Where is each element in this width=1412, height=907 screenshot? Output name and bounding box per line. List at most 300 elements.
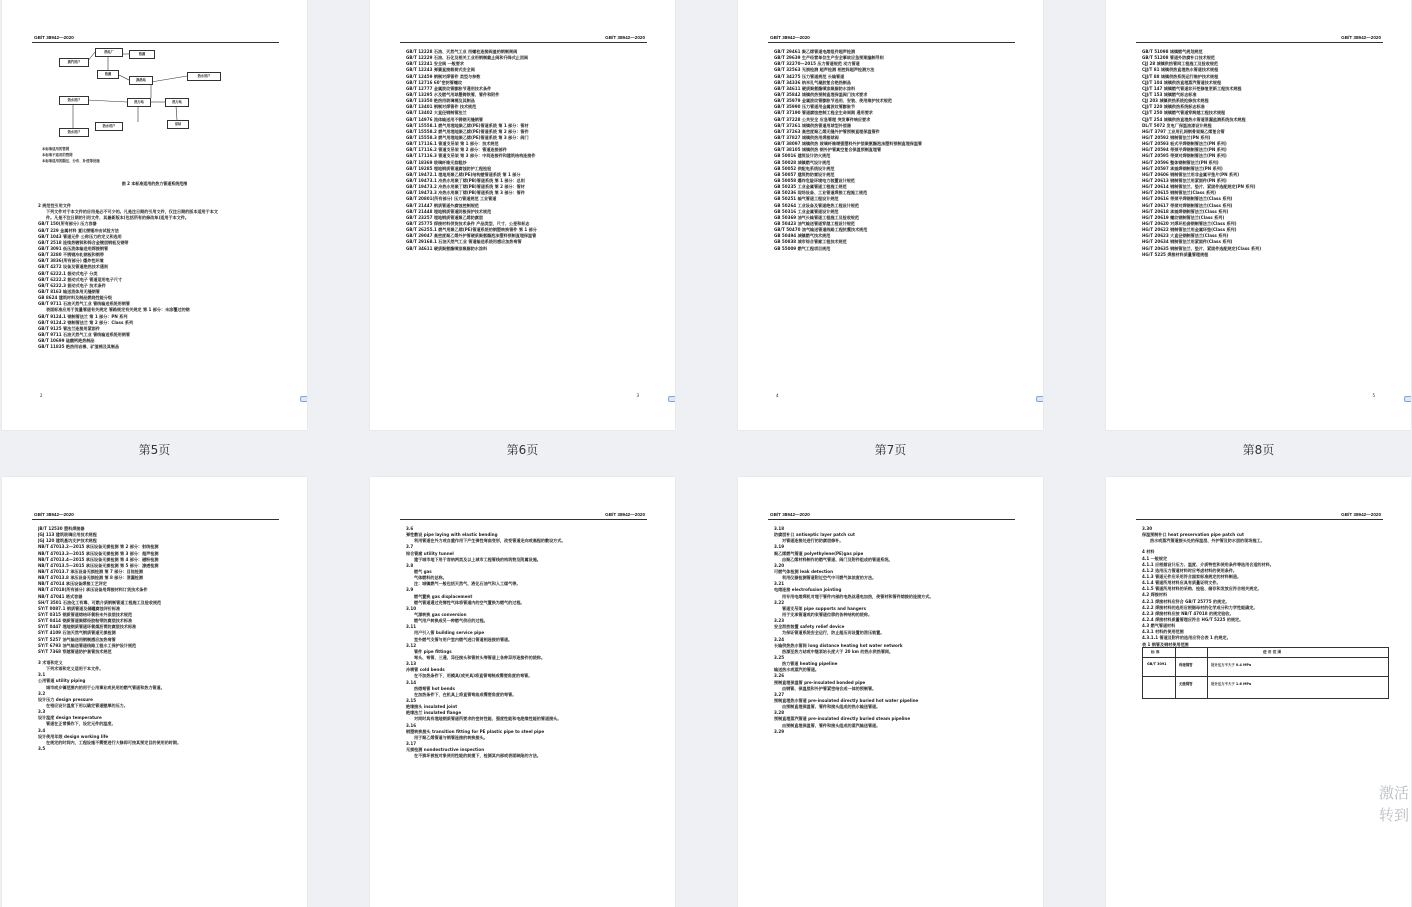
text-line: 3.22 <box>774 599 785 605</box>
text-line: GB/T 20801(所有部分) 压力管道规范 工业管道 <box>406 196 497 202</box>
text-line: 用户引入管 building service pipe <box>414 630 485 636</box>
text-line: GB/T 19285 埋地钢质管道腐蚀防护工程检验 <box>406 165 492 171</box>
table-rule <box>1143 657 1388 658</box>
text-line: 弯头、弯管、三通、异径接头和管封头等管道上各种异形连接件的统称。 <box>414 654 545 660</box>
text-line: HG/T 20592 钢制管法兰(PN 系列) <box>1142 134 1211 140</box>
text-line: GB/T 37261 城镇供热管道用球型补偿器 <box>774 122 851 128</box>
text-line: GB/T 15558.3 燃气用埋地聚乙烯(PE)管道系统 第 3 部分：阀门 <box>406 134 529 140</box>
text-line: GB 50028 城镇燃气设计规范 <box>774 159 831 165</box>
text-line: GB/T 19473.1 冷热水用聚丁烯(PB)管道系统 第 1 部分：总则 <box>406 177 525 183</box>
text-line: 综合管廊 utility tunnel <box>406 550 454 556</box>
document-page[interactable] <box>2 477 307 907</box>
text-line: 3.20 <box>774 562 785 568</box>
document-page[interactable] <box>1106 0 1411 430</box>
text-line: JB/T 12530 塑料焊接器 <box>38 526 85 531</box>
table-header: 使 用 范 围 <box>1263 649 1282 654</box>
text-line: GB/T 17116.3 管道支吊架 第 3 部分：中间连接件和建筑结构连接件 <box>406 153 536 159</box>
text-line: SY/T 0087.1 钢质管道及储罐腐蚀评价标准 <box>38 605 121 611</box>
text-line: GB/T 51208 管道外防腐补口技术规范 <box>1142 55 1215 61</box>
text-line: 燃气 gas <box>414 568 432 574</box>
table-cell: GB/T 3091 <box>1147 661 1167 666</box>
data-table <box>1142 647 1389 699</box>
text-line: CJJ/T 250 城镇燃气管道穿跨越工程技术规程 <box>1142 110 1226 116</box>
legend-item: 本标准适用的隔压、分布、补偿等设施 <box>42 159 100 163</box>
text-line: 管件 pipe fittings <box>414 648 452 654</box>
legend-item: 本标准不适用的管网 <box>42 153 73 157</box>
page-header: GB/T 38942—2020 <box>1341 512 1381 517</box>
text-line: 3.21 <box>774 581 785 587</box>
text-line: 3.9 <box>406 587 414 593</box>
page-text <box>406 49 644 252</box>
text-line: 气体燃料的总称。 <box>414 575 447 581</box>
text-line: CJJ/T 254 城镇供热直埋热水管道泄漏监测系统技术规程 <box>1142 116 1246 122</box>
text-line: GB/T 15558.1 燃气用埋地聚乙烯(PE)管道系统 第 1 部分：管材 <box>406 122 529 128</box>
text-line: GB 50316 工业金属管道设计规范 <box>774 208 839 214</box>
text-line: GB/T 29168.1 石油天然气工业 管道输送系统用感应加热弯管 <box>406 239 522 245</box>
text-line: GB/T 15558.2 燃气用埋地聚乙烯(PE)管道系统 第 2 部分：管件 <box>406 128 529 134</box>
text-line: 3 术语和定义 <box>38 659 63 665</box>
text-line: 2 规范性引用文件 <box>38 203 71 208</box>
page-label[interactable]: 第8页 <box>1242 443 1275 457</box>
text-line: GB/T 3836(所有部分) 爆炸性环境 <box>38 258 104 264</box>
text-line: SH/T 3501 石油化工有毒、可燃介质钢制管道工程施工及验收规范 <box>38 599 162 605</box>
text-line: GB/T 51098 城镇燃气规划规范 <box>1142 49 1203 54</box>
document-page[interactable] <box>738 0 1043 430</box>
text-line: 用专用电熔焊机对埋于管件内部的电热丝通电加热，使管材和管件熔接的连接方式。 <box>782 593 934 599</box>
text-line: GB/T 35990 压力管道用金属波纹管膨胀节 <box>774 104 856 110</box>
text-line: 为保证管道系统安全运行，防止超压而设置的泄压装置。 <box>782 630 885 636</box>
text-line: GB/T 9125 管法兰连接用紧固件 <box>38 325 100 331</box>
text-line: 3.16 <box>406 722 417 728</box>
table-rule <box>1175 648 1176 698</box>
text-line: GB/T 34275 压力管道规范 长输管道 <box>774 73 845 79</box>
page-header: GB/T 38942—2020 <box>770 35 810 40</box>
text-line: GB/T 17116.2 管道支吊架 第 2 部分：管道连接部件 <box>406 147 507 153</box>
text-line: GB/T 6222.3 振动式电子 技术条件 <box>38 282 106 288</box>
text-line: 件。凡是不注日期的引用文件，其最新版本(包括所有的修改单)适用于本文件。 <box>46 215 189 221</box>
text-line: 保温预制补口 heat preservation pipe patch cut <box>1142 532 1244 538</box>
page-number: 3 <box>636 393 639 398</box>
text-line: GB/T 3280 不锈钢冷轧钢板和钢带 <box>38 252 104 258</box>
text-line: JGJ 113 建筑玻璃应用技术规程 <box>38 532 97 538</box>
header-rule <box>32 519 279 520</box>
page-corner-marker <box>1036 396 1043 402</box>
text-line: 3.2 <box>38 690 46 696</box>
text-line: 在相应设计温度下用以确定管道壁厚的压力。 <box>46 702 128 708</box>
text-line: GB/T 12777 金属波纹管膨胀节通用技术条件 <box>406 85 492 91</box>
text-line: HG/T 5225 焊接材料质量管理规程 <box>1142 251 1209 257</box>
text-line: 4.3 燃气管道材料 <box>1142 623 1176 629</box>
text-line: 由预制直埋保温管、管件和接头组成的蒸汽输送管道。 <box>782 722 881 728</box>
text-line: 热水或蒸汽管道接头处的保温层、外护管及防水层的现场施工。 <box>1150 538 1265 544</box>
text-line: HG/T 20593 板式平焊钢制管法兰(PN 系列) <box>1142 141 1227 147</box>
text-line: 城市或乡镇范围内的用于公用事业或民用的燃气管道和热力管道。 <box>46 684 165 690</box>
page-text <box>406 526 644 759</box>
text-line: CJJ/T 153 城镇燃气标志标准 <box>1142 91 1197 97</box>
text-line: GB 50052 供配电系统设计规范 <box>774 165 835 171</box>
text-line: 用于支承管道或约束管道位移的各种结构的统称。 <box>782 611 873 617</box>
text-line: 4.1.2 选用压力管道材料时应考虑材料的使用条件。 <box>1142 567 1237 573</box>
system-diagram <box>57 46 227 142</box>
text-line: 在不损坏被检对象使用性能的前提下，检测其内部或表面缺陷的方法。 <box>414 753 541 759</box>
text-line: 4.3.1.1 管道及附件的选用应符合表 1 的规定。 <box>1142 635 1231 641</box>
table-cell: 设计压力不大于 1.6 MPa <box>1211 681 1252 686</box>
text-line: 3.28 <box>774 710 785 716</box>
text-line: CJJ/T 220 城镇供热系统标志标准 <box>1142 104 1205 110</box>
diagram-node: 热水用户 <box>95 122 123 131</box>
text-line: GB/T 34336 纳米孔气凝胶复合绝热制品 <box>774 79 851 85</box>
text-line: GB/T 34611 硬质聚氨酯喷涂聚脲防水涂料 <box>774 85 856 91</box>
text-line: GB/T 38097 城镇供热 玻璃纤维增强塑料外护层聚氨酯泡沫塑料预制直埋保温管 <box>774 141 923 147</box>
text-line: GB/T 9124.1 钢制管法兰 第 1 部分：PN 系列 <box>38 313 128 319</box>
text-line: NB/T 47018(所有部分) 承压设备用焊接材料订货技术条件 <box>38 587 148 593</box>
text-line: GB/T 19473.2 冷热水用聚丁烯(PB)管道系统 第 2 部分：管材 <box>406 184 525 190</box>
text-line: GB 50057 建筑物防雷设计规范 <box>774 171 835 177</box>
text-line: 3.1 <box>38 672 46 678</box>
text-line: SY/T 7368 穿越管道防护套管技术规范 <box>38 648 112 654</box>
text-line: 3.4 <box>38 727 46 733</box>
page-label[interactable]: 第6页 <box>506 443 539 457</box>
table-cell: 无缝钢管 <box>1179 681 1193 686</box>
text-line: HG/T 20620 对焊环松套钢制管法兰(Class 系列) <box>1142 220 1237 226</box>
diagram-node: 热源 <box>129 50 155 59</box>
text-line: 预制直埋热水管道 pre-insulated directly buried hot water pipeline <box>774 697 919 703</box>
text-line: 利用仪器检测管道附近空气中可燃气体浓度的方法。 <box>782 575 877 581</box>
document-page[interactable] <box>370 0 675 430</box>
text-line: SY/T 0414 钢质管道聚烯烃胶粘带防腐层技术标准 <box>38 618 133 624</box>
text-line: GB 50494 城镇燃气技术规范 <box>774 233 831 239</box>
text-line: CJJ 28 城镇供热管网工程施工及验收规范 <box>1142 61 1219 67</box>
text-line: GB/T 8163 输送流体用无缝钢管 <box>38 288 100 294</box>
text-line: 防腐层补口 antiseptic layer patch cut <box>774 532 855 538</box>
text-line: 表面标准应用于流量管道有关规定 管路规定有关规定 第 1 部分：未涂覆过的钢 <box>46 307 190 313</box>
text-line: GB/T 12228 石油、天然气工业 用螺柱连接阀盖的钢制闸阀 <box>406 49 518 54</box>
text-line: 燃气置换 gas displacement <box>414 593 473 599</box>
text-line: GB/T 2518 连续热镀锌和锌合金镀层钢板及钢带 <box>38 239 129 245</box>
document-page[interactable] <box>738 477 1043 907</box>
table-header: 标 准 <box>1151 649 1160 654</box>
text-line: 3.27 <box>774 691 785 697</box>
text-line: 可燃气体检测 leak detection <box>774 568 834 574</box>
text-line: GB/T 12716 60°密封管螺纹 <box>406 79 463 85</box>
text-line: 设计使用年限 design working life <box>38 733 109 739</box>
text-line: GB/T 13402 大直径钢制管法兰 <box>406 110 467 116</box>
text-line: GB/T 6222.1 振动式电子 分类 <box>38 270 98 276</box>
text-line: 4.3.1 材料的使用范围 <box>1142 629 1184 635</box>
text-line: NB/T 47041 塔式容器 <box>38 593 83 599</box>
text-line: GB/T 32270—2015 压力管道规范 动力管道 <box>774 61 860 67</box>
page-corner-marker <box>300 396 307 402</box>
text-line: HG/T 20597 承插焊钢制管法兰(PN 系列) <box>1142 165 1223 171</box>
text-line: 热力管道 heating pipeline <box>782 661 838 667</box>
header-rule <box>768 519 1015 520</box>
text-line: GB/T 50470 油气输送管道线路工程抗震技术规范 <box>774 227 868 233</box>
diagram-node: 蒸汽用户 <box>59 58 89 67</box>
text-line: GB/T 29461 聚乙烯管道电熔组件超声检测 <box>774 49 856 54</box>
page-text <box>38 198 276 350</box>
page-text <box>1142 49 1380 258</box>
text-line: HG/T 20616 带颈平焊钢制管法兰(Class 系列) <box>1142 196 1233 202</box>
table-cell: 焊接钢管 <box>1179 662 1193 667</box>
text-line: 4.1.3 管道元件应采用符合国家标准规定的材料制造。 <box>1142 573 1242 579</box>
text-line: 设计压力 design pressure <box>38 696 93 702</box>
text-line: 3.19 <box>774 544 785 550</box>
text-line: SY/T 5257 油气输送用钢制感应加热弯管 <box>38 636 116 642</box>
text-line: 表 1 钢管及钢材使用范围 <box>1142 641 1189 647</box>
text-line: GB/T 12241 安全阀 一般要求 <box>406 61 464 67</box>
text-line: 在不加热条件下，用模具(或夹具)将直管弯制成需要角度的弯管。 <box>414 673 533 679</box>
text-line: 绝缘法兰 insulated flange <box>406 710 462 716</box>
page-number: 2 <box>40 393 43 398</box>
header-rule <box>400 42 647 43</box>
text-line: HG/T 20613 钢制管法兰用紧固件(PN 系列) <box>1142 177 1227 183</box>
text-line: 电熔连接 electrofusion jointing <box>774 587 842 593</box>
text-line: GB 50423 油气输送管道穿越工程设计规范 <box>774 220 855 226</box>
text-line: 对同时具有埋地钢质管道所要求的密封性能、强度性能和电绝缘性能的管道接头。 <box>414 716 562 722</box>
text-line: 4.2 焊接材料 <box>1142 592 1168 598</box>
header-rule <box>32 42 279 43</box>
diagram-node: 热源 <box>97 70 119 79</box>
text-line: 4.1.1 应根据设计压力、温度、介质特性和使用条件等选用合适的材料。 <box>1142 561 1274 567</box>
page-text <box>1142 526 1380 648</box>
text-line: 由预制直埋保温管、管件和接头组成的热水输送管道。 <box>782 704 881 710</box>
text-line: HG/T 20619 螺纹钢制管法兰(Class 系列) <box>1142 214 1225 220</box>
text-line: HG/T 20615 钢制管法兰(Class 系列) <box>1142 190 1217 196</box>
page-number: 5 <box>1372 393 1375 398</box>
text-line: 3.24 <box>774 636 785 642</box>
text-line: 3.6 <box>406 526 414 531</box>
text-line: NB/T 47013.3—2015 承压设备无损检测 第 3 部分：超声检测 <box>38 550 159 556</box>
text-line: GB/T 13350 绝热用玻璃棉及其制品 <box>406 98 475 104</box>
text-line: DL/T 5072 发电厂保温油漆设计规程 <box>1142 122 1212 128</box>
text-line: 管道在正常操作下，设定元件的温度。 <box>46 721 116 727</box>
text-line: CJJ/T 147 城镇燃气管道非开挖修复更新工程技术规程 <box>1142 85 1242 91</box>
text-line: 4.2.2 焊接材料的选用应根据母材的化学成分和力学性能确定。 <box>1142 604 1258 610</box>
text-line: CJJ/T 81 城镇供热直埋热水管道技术规程 <box>1142 67 1219 73</box>
text-line: GB/T 21448 埋地钢质管道阴极保护技术规范 <box>406 208 492 214</box>
text-line: 注：城镇燃气一般包括天然气、液化石油气和人工煤气等。 <box>414 581 521 587</box>
page-corner-marker <box>668 396 675 402</box>
text-line: HG/T 20623 大直径钢制管法兰(Class 系列) <box>1142 233 1229 239</box>
text-line: GB/T 12229 石油、石化及相关工业用钢制截止阀和升降式止回阀 <box>406 55 529 61</box>
page-header: GB/T 38942—2020 <box>605 512 645 517</box>
text-line: GB 8624 建筑材料及制品燃烧性能分级 <box>38 295 112 301</box>
text-line: GB 50016 建筑设计防火规范 <box>774 153 831 159</box>
text-line: HG/T 20618 承插焊钢制管法兰(Class 系列) <box>1142 208 1229 214</box>
text-line: 预制直埋蒸汽管道 pre-insulated directly buried steam pipeline <box>774 716 911 722</box>
text-line: 4.2.3 焊接材料应按 NB/T 47018 的规定验收。 <box>1142 610 1234 616</box>
text-line: NB/T 47013.8 承压设备无损检测 第 8 部分：泄漏检测 <box>38 575 143 581</box>
text-line: HG/T 3797 工业用孔网钢骨架聚乙烯复合管 <box>1142 128 1225 134</box>
text-line: 3.30 <box>1142 526 1153 531</box>
text-line: GB/T 150(所有部分) 压力容器 <box>38 221 97 227</box>
document-page[interactable] <box>2 0 307 430</box>
text-line: 热煨弯管 hot bends <box>414 685 455 691</box>
text-line: GB/T 14976 流体输送用不锈钢无缝钢管 <box>406 116 483 122</box>
text-line: CJJ 203 城镇供热系统抢修技术规程 <box>1142 98 1209 104</box>
text-line: 输送热水或蒸汽的管道。 <box>774 667 820 673</box>
text-line: GB/T 19473.3 冷热水用聚丁烯(PB)管道系统 第 3 部分：管件 <box>406 190 525 196</box>
text-line: 3.29 <box>774 728 785 734</box>
text-line: 冷喷管 cold bends <box>406 667 445 673</box>
text-line: HG/T 20596 整体钢制管法兰(PN 系列) <box>1142 159 1219 165</box>
text-line: GB/T 38105 城镇供热 钢外护管真空复合保温预制直埋管 <box>774 147 882 153</box>
diagram-node: 热电厂 <box>95 48 123 57</box>
text-line: GB/T 12459 钢制对焊管件 类型与参数 <box>406 73 481 79</box>
text-line: GB 50264 工业设备及管道绝热工程设计规范 <box>774 202 859 208</box>
document-page[interactable] <box>370 477 675 907</box>
text-line: 由钢管、保温层和外护管紧密结合成一体的预制管。 <box>782 685 877 691</box>
text-line: GB/T 26255.1 燃气用聚乙烯(PE)管道系统的钢塑转换管件 第 1 部分 <box>406 227 537 233</box>
text-line: GB 55009 燃气工程项目规范 <box>774 245 831 251</box>
table-rule <box>1207 648 1208 698</box>
text-line: GB/T 9124.2 钢制管法兰 第 2 部分：Class 系列 <box>38 319 134 325</box>
header-rule <box>1136 519 1383 520</box>
text-line: 气源转换 gas conversion <box>414 611 467 617</box>
text-line: GB/T 37263 高密度聚乙烯无缝外护管预制直埋保温管件 <box>774 128 880 134</box>
text-line: 3.10 <box>406 605 417 611</box>
text-line: 钢塑转换接头 transition fitting for PE plastic pipe to steel pipe <box>406 728 545 734</box>
text-line: GB 50369 油气长输管道工程施工及验收规范 <box>774 214 859 220</box>
text-line: 3.23 <box>774 618 785 624</box>
diagram-legend <box>42 146 100 164</box>
page-header: GB/T 38942—2020 <box>1341 35 1381 40</box>
text-line: 3.15 <box>406 697 417 703</box>
text-line: 燃气管道通过充惰性气体将管道内的空气置换为燃气的过程。 <box>414 599 525 605</box>
text-line: SY/T 6793 油气输送管道线路工程水工保护设计规范 <box>38 642 137 648</box>
text-line: HG/T 20635 钢制管法兰、垫片、紧固件选配规定(Class 系列) <box>1142 245 1262 251</box>
text-line: 3.12 <box>406 642 417 648</box>
text-line: 3.26 <box>774 673 785 679</box>
page-number: 4 <box>776 393 779 398</box>
page-header: GB/T 38942—2020 <box>34 512 74 517</box>
diagram-node: 热水用户 <box>59 96 89 105</box>
page-label[interactable]: 第5页 <box>138 443 171 457</box>
text-line: 3.5 <box>38 745 46 751</box>
text-line: GB/T 19472.1 埋地用聚乙烯(PE)结构壁管道系统 第 1 部分 <box>406 171 521 177</box>
text-line: GB 50236 现场设备、工业管道焊接工程施工规范 <box>774 190 868 196</box>
text-line: HG/T 20614 钢制管法兰、垫片、紧固件选配规定(PN 系列) <box>1142 184 1256 190</box>
text-line: 用于聚乙烯管道与钢管连接的转换接头。 <box>414 734 488 740</box>
text-line: GB 50058 爆炸危险环境电力装置设计规范 <box>774 177 855 183</box>
text-line: 3.11 <box>406 624 417 630</box>
text-line: NB/T 47013.4—2015 承压设备无损检测 第 4 部分：磁粉检测 <box>38 556 159 562</box>
text-line: GB/T 37228 公共安全 应急管理 突发事件响应要求 <box>774 116 871 122</box>
text-line: 在加热条件下，在机具上将直管弯曲成需要角度的弯管。 <box>414 691 517 697</box>
text-line: 长输供热热水管网 long distance heating hot water network <box>774 642 903 648</box>
text-line: GB/T 37190 管道腐蚀控制工程全生命周期 通用要求 <box>774 110 873 116</box>
diagram-node: 热力站 <box>127 98 151 107</box>
table-rule <box>1143 676 1388 677</box>
text-line: GB/T 11835 绝热用岩棉、矿渣棉及其制品 <box>38 344 120 350</box>
text-line: GB/T 9711 石油天然气工业 管线输送系统用钢管 <box>38 301 130 307</box>
text-line: SY/T 0447 埋地钢质管道环氧煤沥青防腐层技术标准 <box>38 624 137 630</box>
text-line: 在规定的时间内，工程设施不需要进行大修即可按其预定目的使用的时期。 <box>46 739 182 745</box>
text-line: HG/T 20617 带颈对焊钢制管法兰(Class 系列) <box>1142 202 1233 208</box>
page-header: GB/T 38942—2020 <box>770 512 810 517</box>
page-text <box>774 526 1012 735</box>
text-line: HG/T 20622 钢制管法兰用金属环垫(Class 系列) <box>1142 227 1237 233</box>
text-line: 4.1.4 管道所用材料应具有质量证明文件。 <box>1142 580 1221 586</box>
text-line: 4.2.4 焊接材料质量管理应符合 HG/T 5225 的规定。 <box>1142 616 1244 622</box>
text-line: GB/T 32563 无损检测 超声检测 相控阵超声检测方法 <box>774 67 875 73</box>
text-line: GB/T 21447 钢质管道外腐蚀控制规范 <box>406 202 479 208</box>
text-line: HG/T 20595 带颈对焊钢制管法兰(PN 系列) <box>1142 153 1227 159</box>
text-line: GB/T 13295 水及燃气用球墨铸铁管、管件和附件 <box>406 91 500 97</box>
text-line: 利用管道在外力或自重作用下产生弹性弯曲变形，改变管道走向或高程的敷设方式。 <box>414 538 566 544</box>
document-page[interactable] <box>1106 477 1411 907</box>
header-rule <box>768 42 1015 43</box>
page-corner-marker <box>1404 396 1411 402</box>
text-line: SY/T 4109 石油天然气钢质管道无损检测 <box>38 630 116 636</box>
text-line: GB/T 29639 生产经营单位生产安全事故应急预案编制导则 <box>774 55 884 61</box>
table-cell: 设计压力不大于 0.4 MPa <box>1211 662 1252 667</box>
text-line: GB/T 25775 焊接材料供货技术条件 产品类型、尺寸、公差和标志 <box>406 220 530 226</box>
text-line: 对管道连接处进行的防腐层修补。 <box>782 538 844 544</box>
header-rule <box>1136 42 1383 43</box>
activation-watermark: 激活 转到 <box>1379 784 1410 824</box>
text-line: JGJ 120 建筑基坑支护技术规程 <box>38 538 97 544</box>
text-line: 下列术语和定义适用于本文件。 <box>46 666 104 672</box>
text-line: GB 50251 输气管道工程设计规范 <box>774 196 839 202</box>
text-line: 下列文件对于本文件的应用是必不可少的。凡是注日期的引用文件，仅注日期的版本适用于本文 <box>46 209 218 215</box>
text-line: 3.3 <box>38 709 46 715</box>
text-line: GB/T 35842 城镇供热预制直埋保温阀门技术要求 <box>774 91 868 97</box>
figure-caption: 图 2 本标准适用的热力管道系统范围 <box>121 181 188 186</box>
text-line: 热源至热力站或中继泵站长度大于 20 km 的热水供热管网。 <box>782 648 894 654</box>
text-line: GB/T 4272 设备及管道绝热技术通则 <box>38 264 109 270</box>
text-line: NB/T 47013.7 承压设备无损检测 第 7 部分：目视检测 <box>38 568 143 574</box>
diagram-node: 换热站 <box>129 76 153 85</box>
text-line: 预制直埋保温管 pre-insulated bonded pipe <box>774 679 866 685</box>
text-line: HG/T 20634 钢制管法兰用紧固件(Class 系列) <box>1142 239 1233 245</box>
text-line: 3.14 <box>406 679 417 685</box>
text-line: CJJ/T 104 城镇供热直埋蒸汽管道技术规程 <box>1142 79 1222 85</box>
text-line: 3.8 <box>406 562 414 568</box>
text-line: 3.18 <box>774 526 785 531</box>
diagram-node: 泵站 <box>167 120 189 129</box>
text-line: GB/T 10699 硅酸钙绝热制品 <box>38 338 95 344</box>
text-line: NB/T 47013.2—2015 承压设备无损检测 第 2 部分：射线检测 <box>38 544 159 550</box>
text-line: NB/T 47014 承压设备焊接工艺评定 <box>38 581 107 587</box>
text-line: GB 50235 工业金属管道工程施工规范 <box>774 184 847 190</box>
diagram-node: 热水用户 <box>59 128 89 137</box>
header-rule <box>400 519 647 520</box>
text-line: 由聚乙烯材料制作的燃气管道、阀门及附件组成的管道系统。 <box>782 556 893 562</box>
text-line: GB/T 29047 高密度聚乙烯外护管硬质聚氨酯泡沫塑料预制直埋保温管 <box>406 233 537 239</box>
text-line: GB/T 18369 玻璃纤维无捻粗纱 <box>406 159 467 165</box>
text-line: 聚乙烯燃气管道 polyethylene(PE)gas pipe <box>774 550 864 556</box>
text-line: HG/T 20594 带颈平焊钢制管法兰(PN 系列) <box>1142 147 1227 153</box>
text-line: GB/T 229 金属材料 夏比摆锤冲击试验方法 <box>38 227 119 233</box>
text-line: GB/T 35979 金属波纹管膨胀节选用、安装、使用维护技术规范 <box>774 98 892 104</box>
text-line: GB/T 1043 管道元件 公称压力的定义和选用 <box>38 233 122 239</box>
text-line: 3.13 <box>406 661 417 667</box>
text-line: 4.2.1 焊接材料应符合 GB/T 25775 的规定。 <box>1142 598 1230 604</box>
text-line: 4.1 一般规定 <box>1142 555 1168 561</box>
text-line: 4 材料 <box>1142 549 1155 555</box>
text-line: GB 50838 城市综合管廊工程技术规范 <box>774 239 847 245</box>
text-line: 建于城市地下用于容纳两类及以上城市工程管线的构筑物及附属设施。 <box>414 556 541 562</box>
text-line: GB/T 17116.1 管道支吊架 第 1 部分：技术规范 <box>406 141 499 147</box>
text-line: 弹性敷设 pipe laying with elastic bending <box>406 532 498 538</box>
text-line: CJJ/T 88 城镇供热系统运行维护技术规程 <box>1142 73 1219 79</box>
page-header: GB/T 38942—2020 <box>34 35 74 40</box>
text-line: 设计温度 design temperature <box>38 715 102 721</box>
text-line: SY/T 0315 钢质管道熔结环氧粉末外涂层技术规范 <box>38 611 133 617</box>
text-line: 绝缘接头 insulated joint <box>406 704 458 710</box>
page-label[interactable]: 第7页 <box>874 443 907 457</box>
